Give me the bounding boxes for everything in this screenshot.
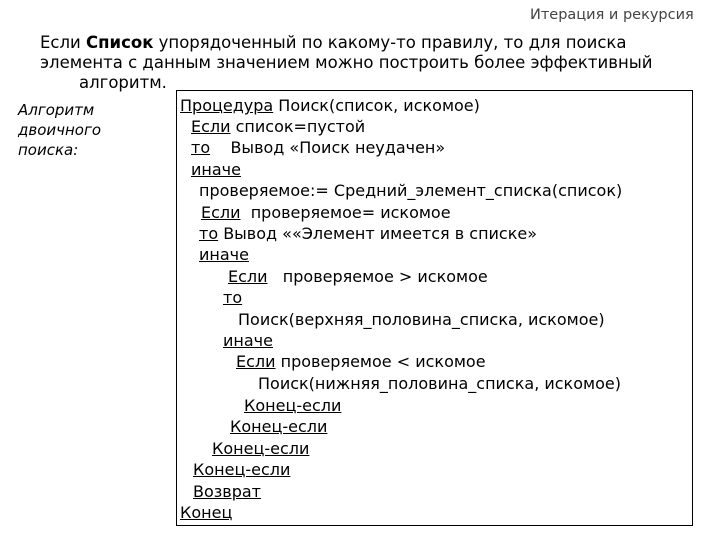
code-line bbox=[228, 267, 488, 287]
code-line bbox=[191, 117, 365, 137]
code-text: проверяемое < искомое bbox=[275, 352, 486, 371]
code-keyword: Конец-если bbox=[212, 439, 310, 458]
intro-line-1-pre: Если bbox=[40, 33, 87, 52]
code-keyword: иначе bbox=[199, 245, 249, 264]
code-keyword: иначе bbox=[223, 331, 273, 350]
code-line bbox=[191, 160, 241, 180]
code-keyword: Конец-если bbox=[193, 460, 291, 479]
side-label-line-1: Алгоритм bbox=[18, 101, 95, 119]
code-keyword: Если bbox=[228, 267, 268, 286]
code-line bbox=[244, 396, 341, 416]
code-line bbox=[201, 203, 451, 223]
code-keyword: Если bbox=[201, 203, 241, 222]
code-text: Вывод «Поиск неудачен» bbox=[210, 138, 446, 157]
code-text: Поиск(верхняя_половина_списка, искомое) bbox=[238, 310, 605, 329]
code-line bbox=[193, 460, 290, 480]
code-text: Вывод ««Элемент имеется в списке» bbox=[218, 224, 538, 243]
code-keyword: Конец bbox=[180, 503, 233, 522]
code-line bbox=[236, 352, 486, 372]
code-keyword: иначе bbox=[191, 160, 241, 179]
code-text: Поиск(список, искомое) bbox=[273, 96, 480, 115]
intro-line-3: алгоритм. bbox=[79, 73, 167, 92]
code-text: проверяемое:= Средний_элемент_списка(список) bbox=[199, 181, 623, 200]
code-line bbox=[199, 181, 622, 201]
code-line bbox=[199, 224, 537, 244]
intro-line-2: элемента с данным значением можно построить более эффективный bbox=[40, 53, 653, 72]
side-label-line-3: поиска: bbox=[18, 141, 79, 159]
side-label-line-2: двоичного bbox=[18, 121, 102, 139]
code-keyword: то bbox=[223, 288, 243, 307]
code-keyword: Процедура bbox=[180, 96, 274, 115]
code-text: проверяемое= искомое bbox=[240, 203, 451, 222]
code-keyword: Если bbox=[236, 352, 276, 371]
intro-bold-term: Список bbox=[86, 33, 154, 52]
code-keyword: Возврат bbox=[193, 482, 261, 501]
code-line bbox=[230, 417, 327, 437]
code-line bbox=[238, 310, 605, 330]
code-line bbox=[180, 503, 232, 523]
code-text: список=пустой bbox=[230, 117, 366, 136]
code-line bbox=[212, 439, 309, 459]
code-line bbox=[223, 331, 273, 351]
code-keyword: то bbox=[191, 138, 211, 157]
code-keyword: то bbox=[199, 224, 219, 243]
code-text: проверяемое > искомое bbox=[267, 267, 488, 286]
code-keyword: Если bbox=[191, 117, 231, 136]
code-text: Поиск(нижняя_половина_списка, искомое) bbox=[258, 374, 621, 393]
code-line bbox=[193, 482, 261, 502]
code-line bbox=[258, 374, 621, 394]
code-line bbox=[191, 138, 445, 158]
code-line bbox=[223, 288, 242, 308]
code-keyword: Конец-если bbox=[244, 396, 342, 415]
side-label bbox=[18, 100, 101, 160]
code-keyword: Конец-если bbox=[230, 417, 328, 436]
code-line bbox=[180, 96, 480, 116]
code-line bbox=[199, 245, 249, 265]
intro-line-1-post: упорядоченный по какому-то правилу, то для поиска bbox=[153, 33, 627, 52]
intro-line-1 bbox=[40, 33, 627, 53]
slide-header-title: Итерация и рекурсия bbox=[530, 7, 694, 23]
